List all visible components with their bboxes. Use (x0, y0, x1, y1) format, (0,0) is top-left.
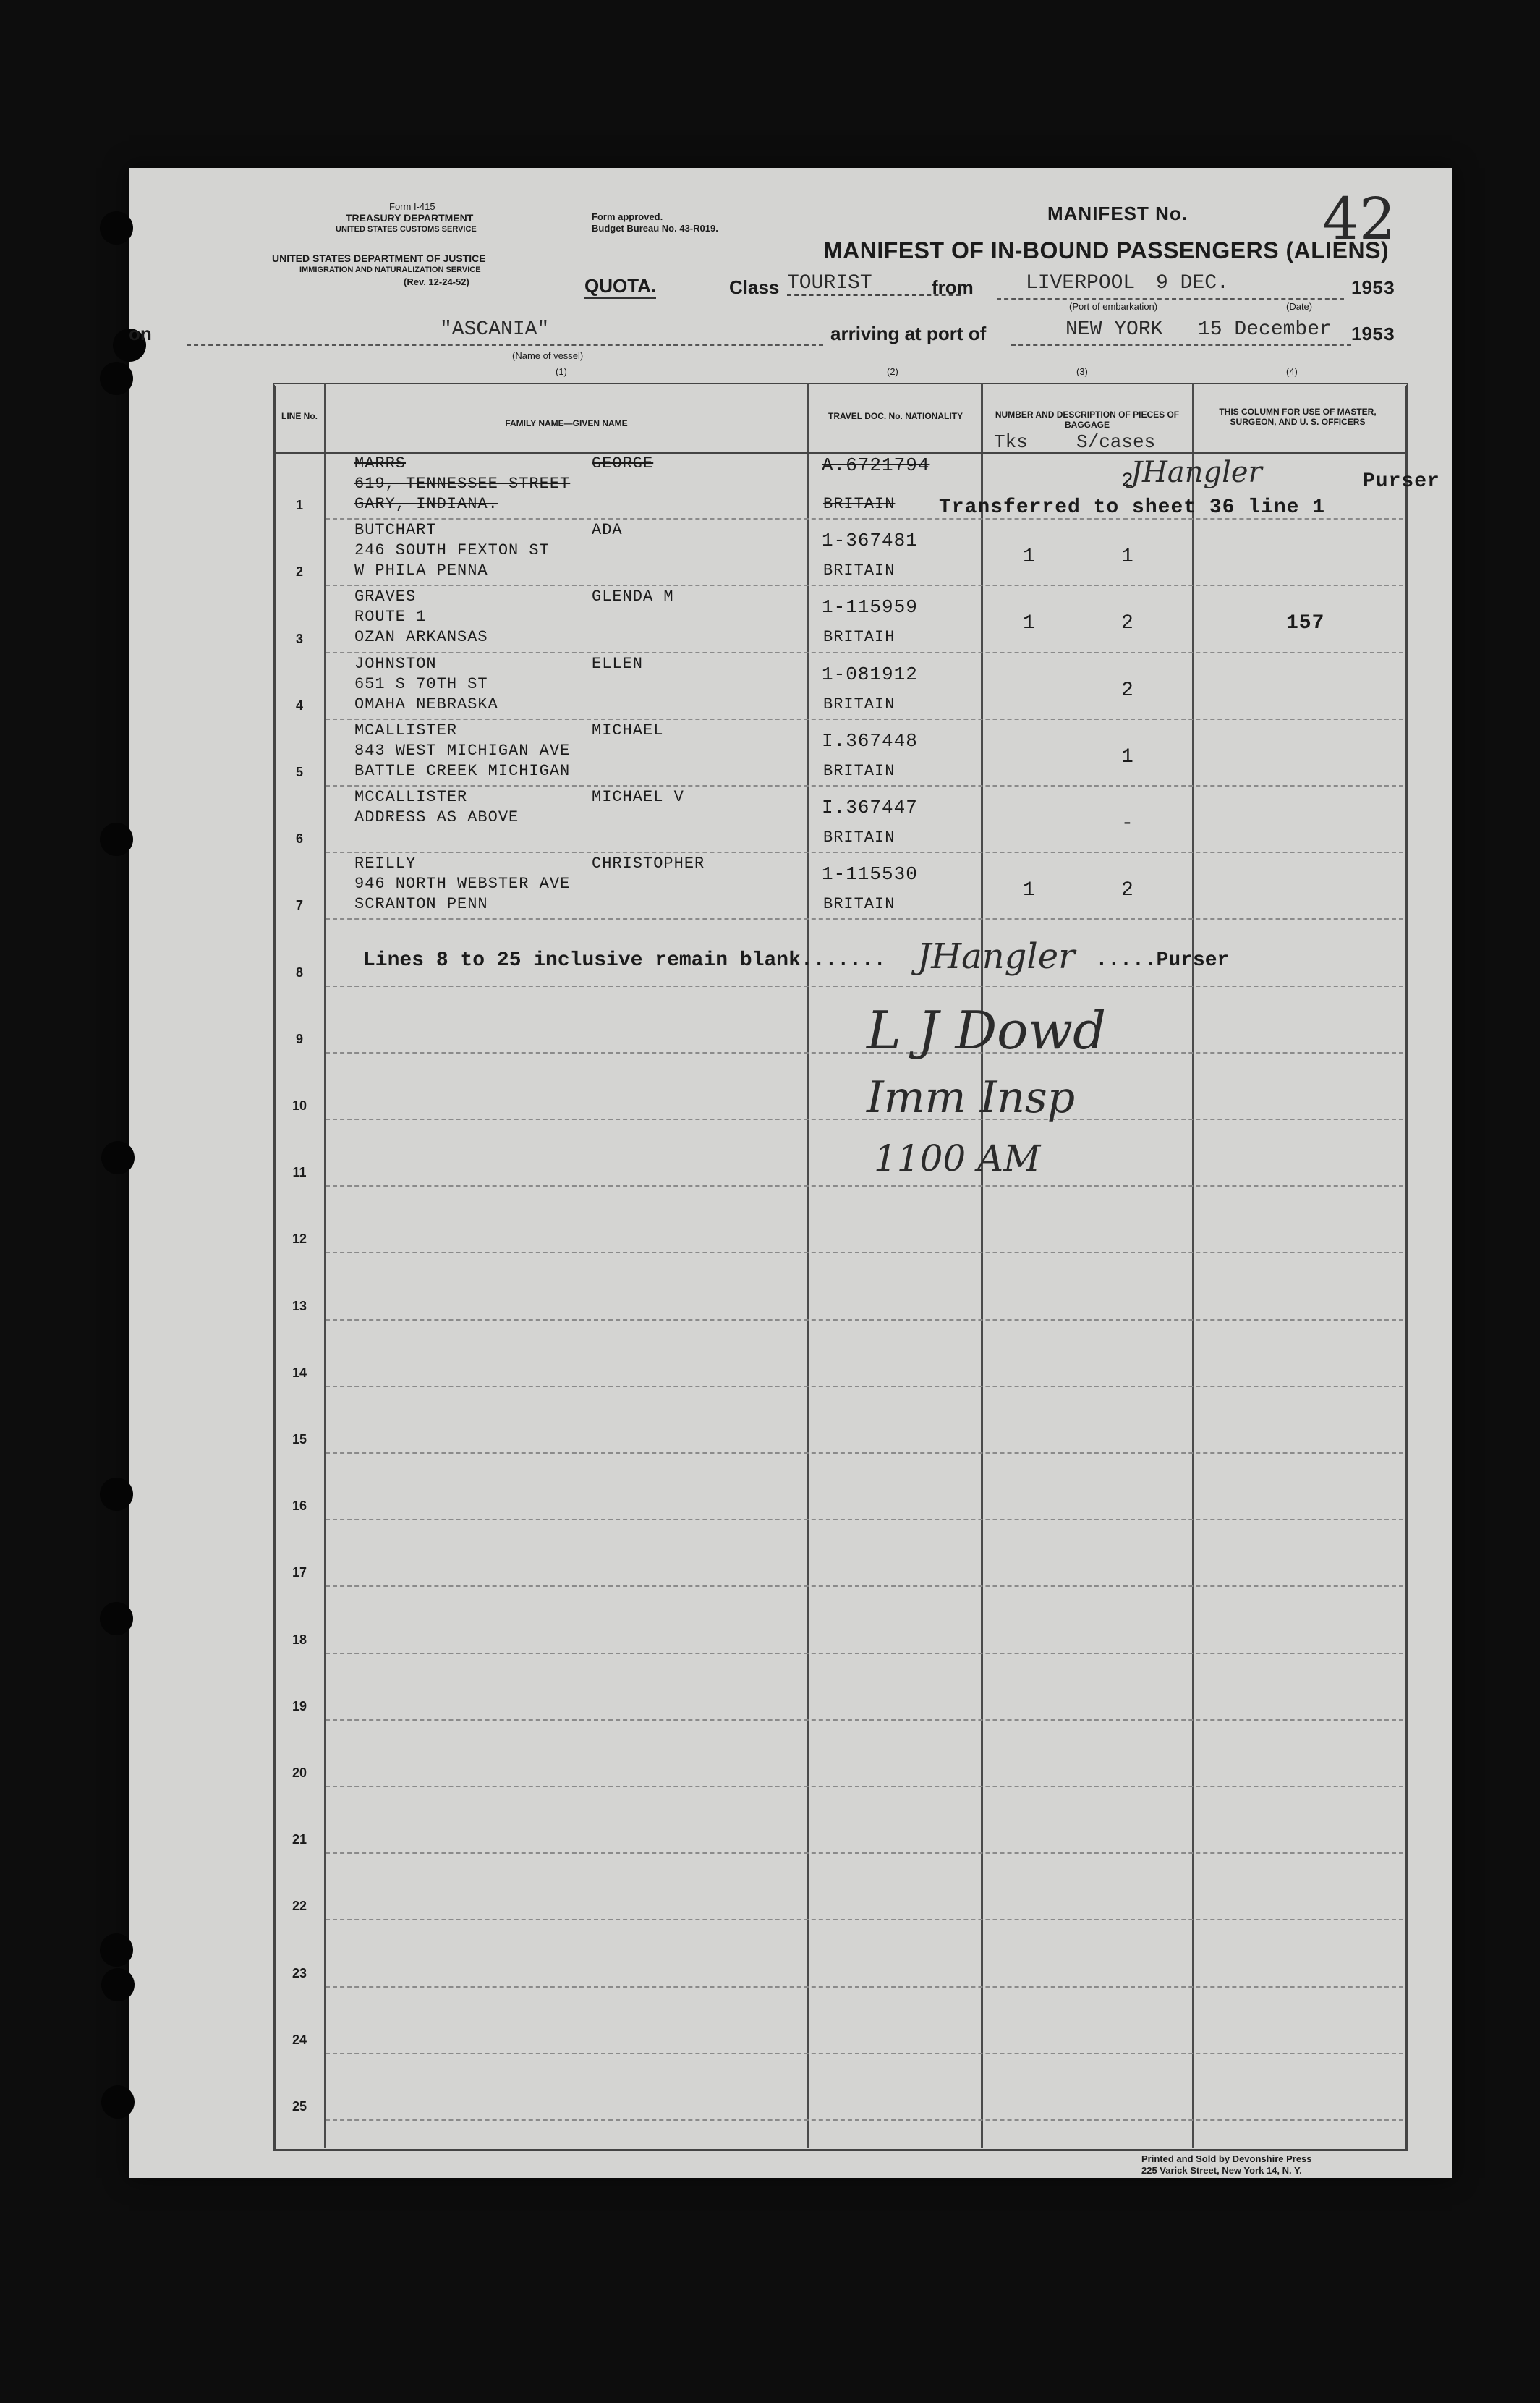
transfer-note: Transferred to sheet 36 line 1 (939, 496, 1326, 519)
justice-dept: UNITED STATES DEPARTMENT OF JUSTICE (272, 253, 486, 264)
row-rule (326, 1386, 1403, 1387)
row-rule (326, 1252, 1403, 1253)
col-divider-name (807, 383, 809, 2148)
baggage-trunks: 1 (1023, 612, 1036, 635)
nationality: BRITAIN (823, 895, 896, 914)
line-number: 24 (292, 2032, 307, 2047)
travel-doc-number: A.6721794 (822, 454, 930, 476)
baggage-cases: 2 (1121, 679, 1134, 702)
travel-doc-number: 1-115530 (822, 863, 918, 886)
header-baggage-cases: S/cases (1076, 431, 1156, 453)
printer-address: 225 Varick Street, New York 14, N. Y. (1141, 2165, 1302, 2176)
header-baggage-tks: Tks (994, 431, 1028, 453)
baggage-cases: 1 (1121, 546, 1134, 569)
passenger-address-1: 619, TENNESSEE STREET (354, 475, 571, 493)
officer-note: 157 (1286, 612, 1325, 635)
line-number: 17 (292, 1565, 307, 1580)
line-number: 19 (292, 1698, 307, 1713)
quota-label: QUOTA. (584, 275, 656, 299)
travel-doc-number: 1-367481 (822, 530, 918, 552)
remain-blank-purser: Purser (1156, 949, 1230, 972)
punch-hole (101, 2085, 135, 2119)
row-rule (326, 1919, 1403, 1920)
manifest-title: MANIFEST OF IN-BOUND PASSENGERS (ALIENS) (823, 237, 1390, 263)
line-number: 7 (295, 898, 303, 913)
arrival-year: 1953 (1351, 323, 1395, 346)
passenger-family-name: JOHNSTON (354, 654, 437, 673)
row-rule (326, 652, 1403, 653)
passenger-given-name: ELLEN (592, 654, 644, 673)
signature-purser-2: JHangler (917, 936, 1076, 977)
passenger-family-name: BUTCHART (354, 521, 437, 540)
inspection-time: 1100 AM (874, 1137, 1041, 1179)
line-number: 4 (295, 698, 303, 713)
vessel-name: "ASCANIA" (440, 318, 550, 341)
remain-blank-text: Lines 8 to 25 inclusive remain blank (363, 949, 801, 972)
line-number: 14 (292, 1365, 307, 1380)
nationality: BRITAIN (823, 695, 896, 713)
form-number: Form I-415 (389, 201, 435, 212)
arriving-label: arriving at port of (830, 323, 987, 344)
passenger-given-name: GEORGE (592, 454, 654, 472)
header-rule (273, 452, 1408, 454)
row-rule (326, 986, 1403, 987)
nationality: BRITAIN (823, 761, 896, 780)
passenger-address-2: SCRANTON PENN (354, 895, 488, 914)
arrival-date: 15 December (1198, 318, 1332, 341)
punch-hole (100, 362, 133, 395)
line-number: 12 (292, 1232, 307, 1247)
punch-hole (101, 1141, 135, 1174)
port-embark-caption: (Port of embarkation) (1069, 301, 1158, 312)
passenger-address-1: 843 WEST MICHIGAN AVE (354, 741, 571, 760)
line-number: 10 (292, 1098, 307, 1113)
passenger-given-name: ADA (592, 521, 623, 540)
punch-hole (100, 211, 133, 245)
line-number: 20 (292, 1766, 307, 1780)
line-number: 11 (292, 1165, 307, 1180)
line-number: 9 (295, 1031, 303, 1046)
row-rule (326, 785, 1403, 787)
printer-credit: Printed and Sold by Devonshire Press (1141, 2153, 1312, 2164)
passenger-family-name: MCALLISTER (354, 721, 458, 739)
line-number: 3 (295, 631, 303, 646)
vessel-underline (187, 344, 823, 346)
row-rule (326, 1653, 1403, 1654)
arrival-underline (1011, 344, 1351, 346)
baggage-cases: 2 (1121, 470, 1134, 493)
line-number: 15 (292, 1432, 307, 1446)
line-number: 25 (292, 2099, 307, 2114)
remain-blank-note: Lines 8 to 25 inclusive remain blank....... .....Purser (363, 949, 1230, 972)
manifest-table (273, 383, 1408, 2151)
row-rule (326, 1986, 1403, 1988)
col-num-2: (2) (887, 366, 898, 377)
punch-hole (101, 1968, 135, 2001)
passenger-address-1: 651 S 70TH ST (354, 674, 488, 693)
row-rule (326, 2119, 1403, 2121)
passenger-family-name: GRAVES (354, 588, 417, 606)
ins-service: IMMIGRATION AND NATURALIZATION SERVICE (299, 266, 481, 274)
header-travel-doc: TRAVEL DOC. No. NATIONALITY (828, 411, 963, 421)
treasury-dept: TREASURY DEPARTMENT (346, 212, 474, 224)
passenger-family-name: MCCALLISTER (354, 788, 468, 806)
passenger-given-name: MICHAEL (592, 721, 664, 739)
punch-hole (100, 823, 133, 856)
baggage-cases: - (1121, 813, 1134, 835)
budget-bureau: Budget Bureau No. 43-R019. (592, 223, 718, 234)
passenger-family-name: REILLY (354, 855, 417, 873)
manifest-sheet (129, 168, 1452, 2178)
line-number: 5 (295, 765, 303, 779)
row-rule (326, 1852, 1403, 1854)
baggage-trunks: 1 (1023, 546, 1036, 569)
col-divider-baggage (1192, 383, 1194, 2148)
row-rule (326, 1519, 1403, 1520)
passenger-address-2: W PHILA PENNA (354, 561, 488, 580)
passenger-address-2: BATTLE CREEK MICHIGAN (354, 761, 571, 780)
passenger-address-2: OMAHA NEBRASKA (354, 695, 498, 713)
row-rule (326, 918, 1403, 920)
row-rule (326, 1585, 1403, 1587)
row-rule (326, 852, 1403, 853)
travel-doc-number: I.367448 (822, 729, 918, 752)
class-label: Class (729, 276, 780, 298)
row-rule (326, 1786, 1403, 1787)
line-number: 18 (292, 1632, 307, 1647)
form-approved: Form approved. (592, 211, 663, 222)
row-rule (326, 1052, 1403, 1054)
officer-note: Purser (1363, 470, 1440, 493)
travel-doc-number: 1-115959 (822, 596, 918, 619)
line-number: 13 (292, 1298, 307, 1313)
col-num-1: (1) (556, 366, 567, 377)
line-number: 21 (292, 1832, 307, 1847)
signature-purser-1: JHangler (1131, 456, 1262, 489)
manifest-no-value: 42 (1322, 185, 1396, 253)
nationality: BRITAIN (823, 561, 896, 580)
nationality: BRITAIH (823, 628, 896, 647)
baggage-trunks: 1 (1023, 879, 1036, 902)
line-number: 1 (295, 498, 303, 513)
col-divider-line (324, 383, 326, 2148)
passenger-given-name: MICHAEL V (592, 788, 684, 806)
from-date: 9 DEC. (1156, 272, 1229, 294)
from-underline (997, 298, 1344, 300)
vessel-caption: (Name of vessel) (512, 350, 584, 361)
on-label: on (129, 323, 152, 344)
class-value: TOURIST (787, 272, 961, 296)
col-divider-doc (981, 383, 983, 2148)
from-port: LIVERPOOL (1026, 272, 1136, 294)
manifest-no-label: MANIFEST No. (1047, 203, 1188, 224)
form-revision: (Rev. 12-24-52) (404, 276, 469, 287)
baggage-cases: 1 (1121, 745, 1134, 768)
date-caption: (Date) (1286, 301, 1313, 312)
line-number: 23 (292, 1965, 307, 1980)
passenger-address-1: ADDRESS AS ABOVE (354, 808, 519, 826)
line-number: 6 (295, 831, 303, 847)
passenger-address-2: OZAN ARKANSAS (354, 628, 488, 647)
header-name: FAMILY NAME—GIVEN NAME (505, 418, 628, 428)
arrival-port: NEW YORK (1065, 318, 1163, 341)
passenger-given-name: CHRISTOPHER (592, 855, 705, 873)
col-num-3: (3) (1076, 366, 1088, 377)
passenger-address-1: 946 NORTH WEBSTER AVE (354, 875, 571, 894)
signature-inspector: L J Dowd (867, 1000, 1107, 1061)
customs-service: UNITED STATES CUSTOMS SERVICE (336, 225, 477, 234)
row-rule (326, 1119, 1403, 1120)
nationality: BRITAIN (823, 495, 896, 513)
punch-hole (100, 1933, 133, 1967)
line-number: 22 (292, 1899, 307, 1914)
inspector-title: Imm Insp (867, 1072, 1076, 1123)
year-prefix: 1953 (1351, 276, 1395, 300)
line-number: 16 (292, 1499, 307, 1514)
punch-hole (100, 1602, 133, 1635)
baggage-cases: 2 (1121, 879, 1134, 902)
travel-doc-number: 1-081912 (822, 663, 918, 685)
from-label: from (932, 276, 974, 298)
row-rule (326, 2053, 1403, 2054)
row-rule (326, 1719, 1403, 1721)
punch-hole (100, 1478, 133, 1511)
row-rule (326, 1319, 1403, 1321)
baggage-cases: 2 (1121, 612, 1134, 635)
passenger-given-name: GLENDA M (592, 588, 674, 606)
header-line-no: LINE No. (281, 411, 318, 421)
row-rule (326, 585, 1403, 586)
line-number: 8 (295, 965, 303, 980)
passenger-family-name: MARRS (354, 454, 407, 472)
passenger-address-1: ROUTE 1 (354, 608, 427, 627)
line-number: 2 (295, 564, 303, 580)
row-rule (326, 719, 1403, 720)
row-rule (326, 1185, 1403, 1187)
header-officers: THIS COLUMN FOR USE OF MASTER, SURGEON, AND U. S. OFFICERS (1219, 407, 1377, 427)
travel-doc-number: I.367447 (822, 797, 918, 818)
passenger-address-2: GARY, INDIANA. (354, 495, 498, 513)
col-num-4: (4) (1286, 366, 1298, 377)
row-rule (326, 1452, 1403, 1454)
nationality: BRITAIN (823, 828, 896, 847)
header-baggage: NUMBER AND DESCRIPTION OF PIECES OF BAGGAGE (995, 410, 1180, 430)
passenger-address-1: 246 SOUTH FEXTON ST (354, 541, 550, 560)
